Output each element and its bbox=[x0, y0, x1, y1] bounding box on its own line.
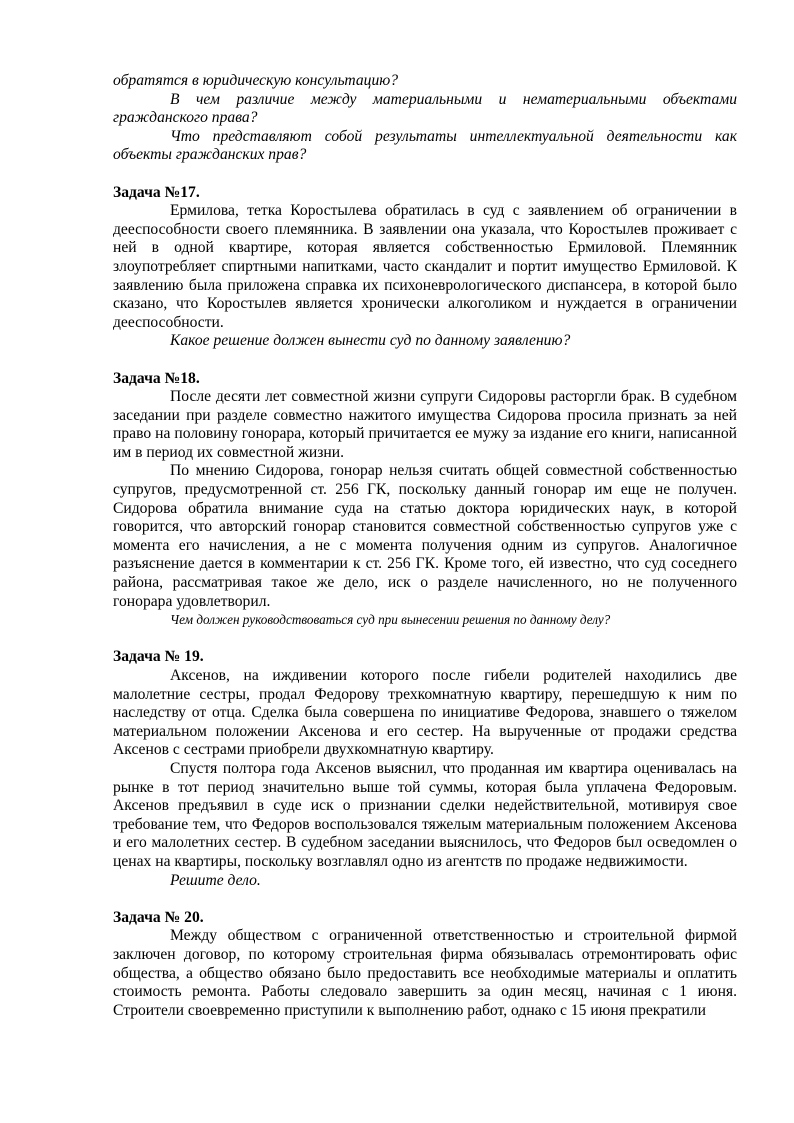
task-18-question: Чем должен руководствоваться суд при вынесении решения по данному делу? bbox=[170, 612, 611, 628]
task-19-paragraph-2: Спустя полтора года Аксенов выяснил, что проданная им квартира оценивалась на рынке в тот период значительно выше той суммы, которая была уплачена Федоровым. Аксенов предъявил в суде иск о признании сделки недействительной, мотивируя свое требование тем, что Федоров воспользовался тяжелым материальным положением Аксенова и его малолетних сестер. В судебном заседании выяснилось, что Федоров был осведомлен о ценах на квартиры, поскольку возглавлял одно из агентств по продаже недвижимости. bbox=[113, 759, 737, 870]
task-17-paragraph-1: Ермилова, тетка Коростылева обратилась в суд с заявлением об ограничении в дееспособности своего племянника. В заявлении она указала, что Коростылев проживает с ней в одной квартире, которая является собственностью Ермиловой. Племянник злоупотребляет спиртными напитками, часто скандалит и портит имущество Ермиловой. К заявлению была приложена справка их психоневрологического диспансера, в которой было сказано, что Коростылев является хронически алкоголиком и нуждается в ограничении дееспособности. bbox=[113, 202, 737, 331]
task-18-paragraph-2: По мнению Сидорова, гонорар нельзя считать общей совместной собственностью супругов, предусмотренной ст. 256 ГК, поскольку данный гонорар им еще не получен. Сидорова обратила внимание суда на статью доктора юридических наук, в которой говорится, что авторский гонорар становится совместной собственностью супругов уже с момента его начисления, а не с момента получения одним из супругов. Аналогичное разъяснение дается в комментарии к ст. 256 ГК. Кроме того, ей известно, что суд соседнего района, рассматривая такое же дело, иск о разделе начисленного, но не полученного гонорара удовлетворил. bbox=[113, 462, 737, 610]
intro-question-1: обратятся в юридическую консультацию? bbox=[113, 72, 399, 89]
document-page bbox=[113, 72, 737, 1020]
task-19-title: Задача № 19. bbox=[113, 648, 204, 666]
task-19-question: Решите дело. bbox=[170, 871, 261, 889]
task-17-title: Задача №17. bbox=[113, 183, 200, 201]
task-18-title: Задача №18. bbox=[113, 369, 200, 387]
intro-question-3: Что представляют собой результаты интеллектуальной деятельности как объекты гражданских прав? bbox=[113, 127, 737, 164]
task-18-paragraph-1: После десяти лет совместной жизни супруги Сидоровы расторгли брак. В судебном заседании при разделе совместно нажитого имущества Сидорова просила признать за ней право на половину гонорара, который причитается ее мужу за издание его книги, написанной им в период их совместной жизни. bbox=[113, 388, 737, 461]
intro-question-2: В чем различие между материальными и нематериальными объектами гражданского права? bbox=[113, 90, 737, 127]
task-19-paragraph-1: Аксенов, на иждивении которого после гибели родителей находились две малолетние сестры, продал Федорову трехкомнатную квартиру, перешедшую к ним по наследству от отца. Сделка была совершена по инициативе Федорова, знавшего о тяжелом материальном положении Аксенова и его сестер. На вырученные от продажи средства Аксенов с сестрами приобрели двухкомнатную квартиру. bbox=[113, 667, 737, 759]
task-20-paragraph-1: Между обществом с ограниченной ответственностью и строительной фирмой заключен договор, по которому строительная фирма обязывалась отремонтировать офис общества, а общество обязано было предоставить все необходимые материалы и оплатить стоимость ремонта. Работы следовало завершить за один месяц, начиная с 1 июня. Строители своевременно приступили к выполнению работ, однако с 15 июня прекратили bbox=[113, 927, 737, 1019]
task-17-question: Какое решение должен вынести суд по данному заявлению? bbox=[170, 332, 571, 350]
task-20-title: Задача № 20. bbox=[113, 908, 204, 926]
